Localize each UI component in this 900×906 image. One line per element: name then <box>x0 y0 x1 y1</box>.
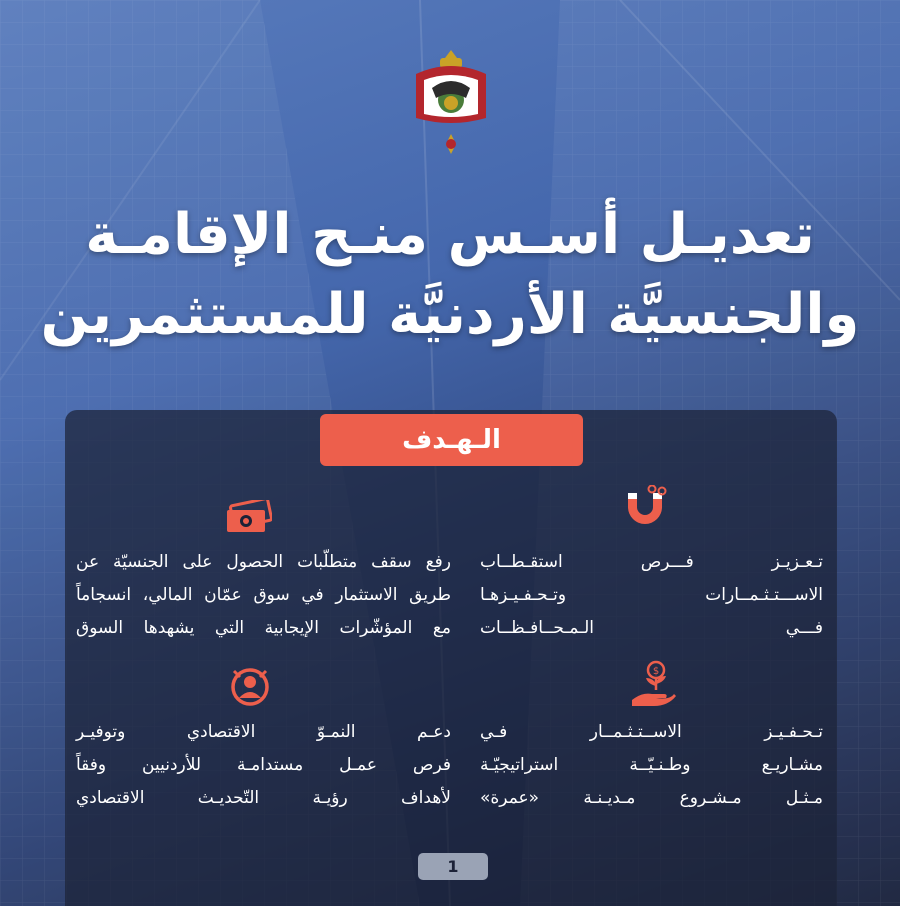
item-line: تـعـزيـز فـــرص استقـطــاب <box>480 552 823 572</box>
magnet-icon <box>622 485 672 537</box>
item-line: طريق الاستثمار في سوق عمّان المالي، انسجاماً <box>76 585 451 605</box>
list-item-money <box>76 546 451 645</box>
item-line: مع المؤشّرات الإيجابية التي يشهدها السوق <box>76 618 451 638</box>
title-line-2: والجنسيَّة الأردنيَّة للمستثمرين <box>40 282 860 347</box>
list-item-magnet <box>480 546 823 645</box>
list-item-growth <box>76 716 451 815</box>
coat-of-arms-emblem <box>410 48 492 160</box>
item-line: تـحـفـيـز الاســتـثـمــار فـي <box>480 722 823 742</box>
item-line: دعـم النمـوّ الاقتصادي وتوفيـر <box>76 722 451 742</box>
item-line: فـــي الـمـحــافـظــات <box>480 618 823 638</box>
item-line: فرص عمـل مستدامـة للأردنيين وفقاً <box>76 755 451 775</box>
item-line: مشـاريـع وطـنـيّــة استراتيجيّـة <box>480 755 823 775</box>
item-line: الاســـتـثـمــارات وتـحـفـيـزهـا <box>480 585 823 605</box>
content-panel <box>65 410 837 906</box>
item-line: رفع سقف متطلّبات الحصول على الجنسيّة عن <box>76 552 451 572</box>
title-line-1: تعديـل أسـس منـح الإقامـة <box>85 202 815 267</box>
page-title <box>40 195 860 355</box>
page-number: 1 <box>418 853 488 880</box>
growth-icon <box>228 665 272 713</box>
svg-text:$: $ <box>652 666 660 677</box>
list-item-investment <box>480 716 823 815</box>
investment-plant-icon <box>628 660 676 710</box>
item-line: لأهداف رؤيـة التّحديـث الاقتصادي <box>76 788 451 808</box>
goal-badge: الـهـدف <box>320 414 583 466</box>
money-icon <box>224 500 272 540</box>
item-line: مـثـل مـشـروع مـديـنـة «عمرة» <box>480 788 823 808</box>
